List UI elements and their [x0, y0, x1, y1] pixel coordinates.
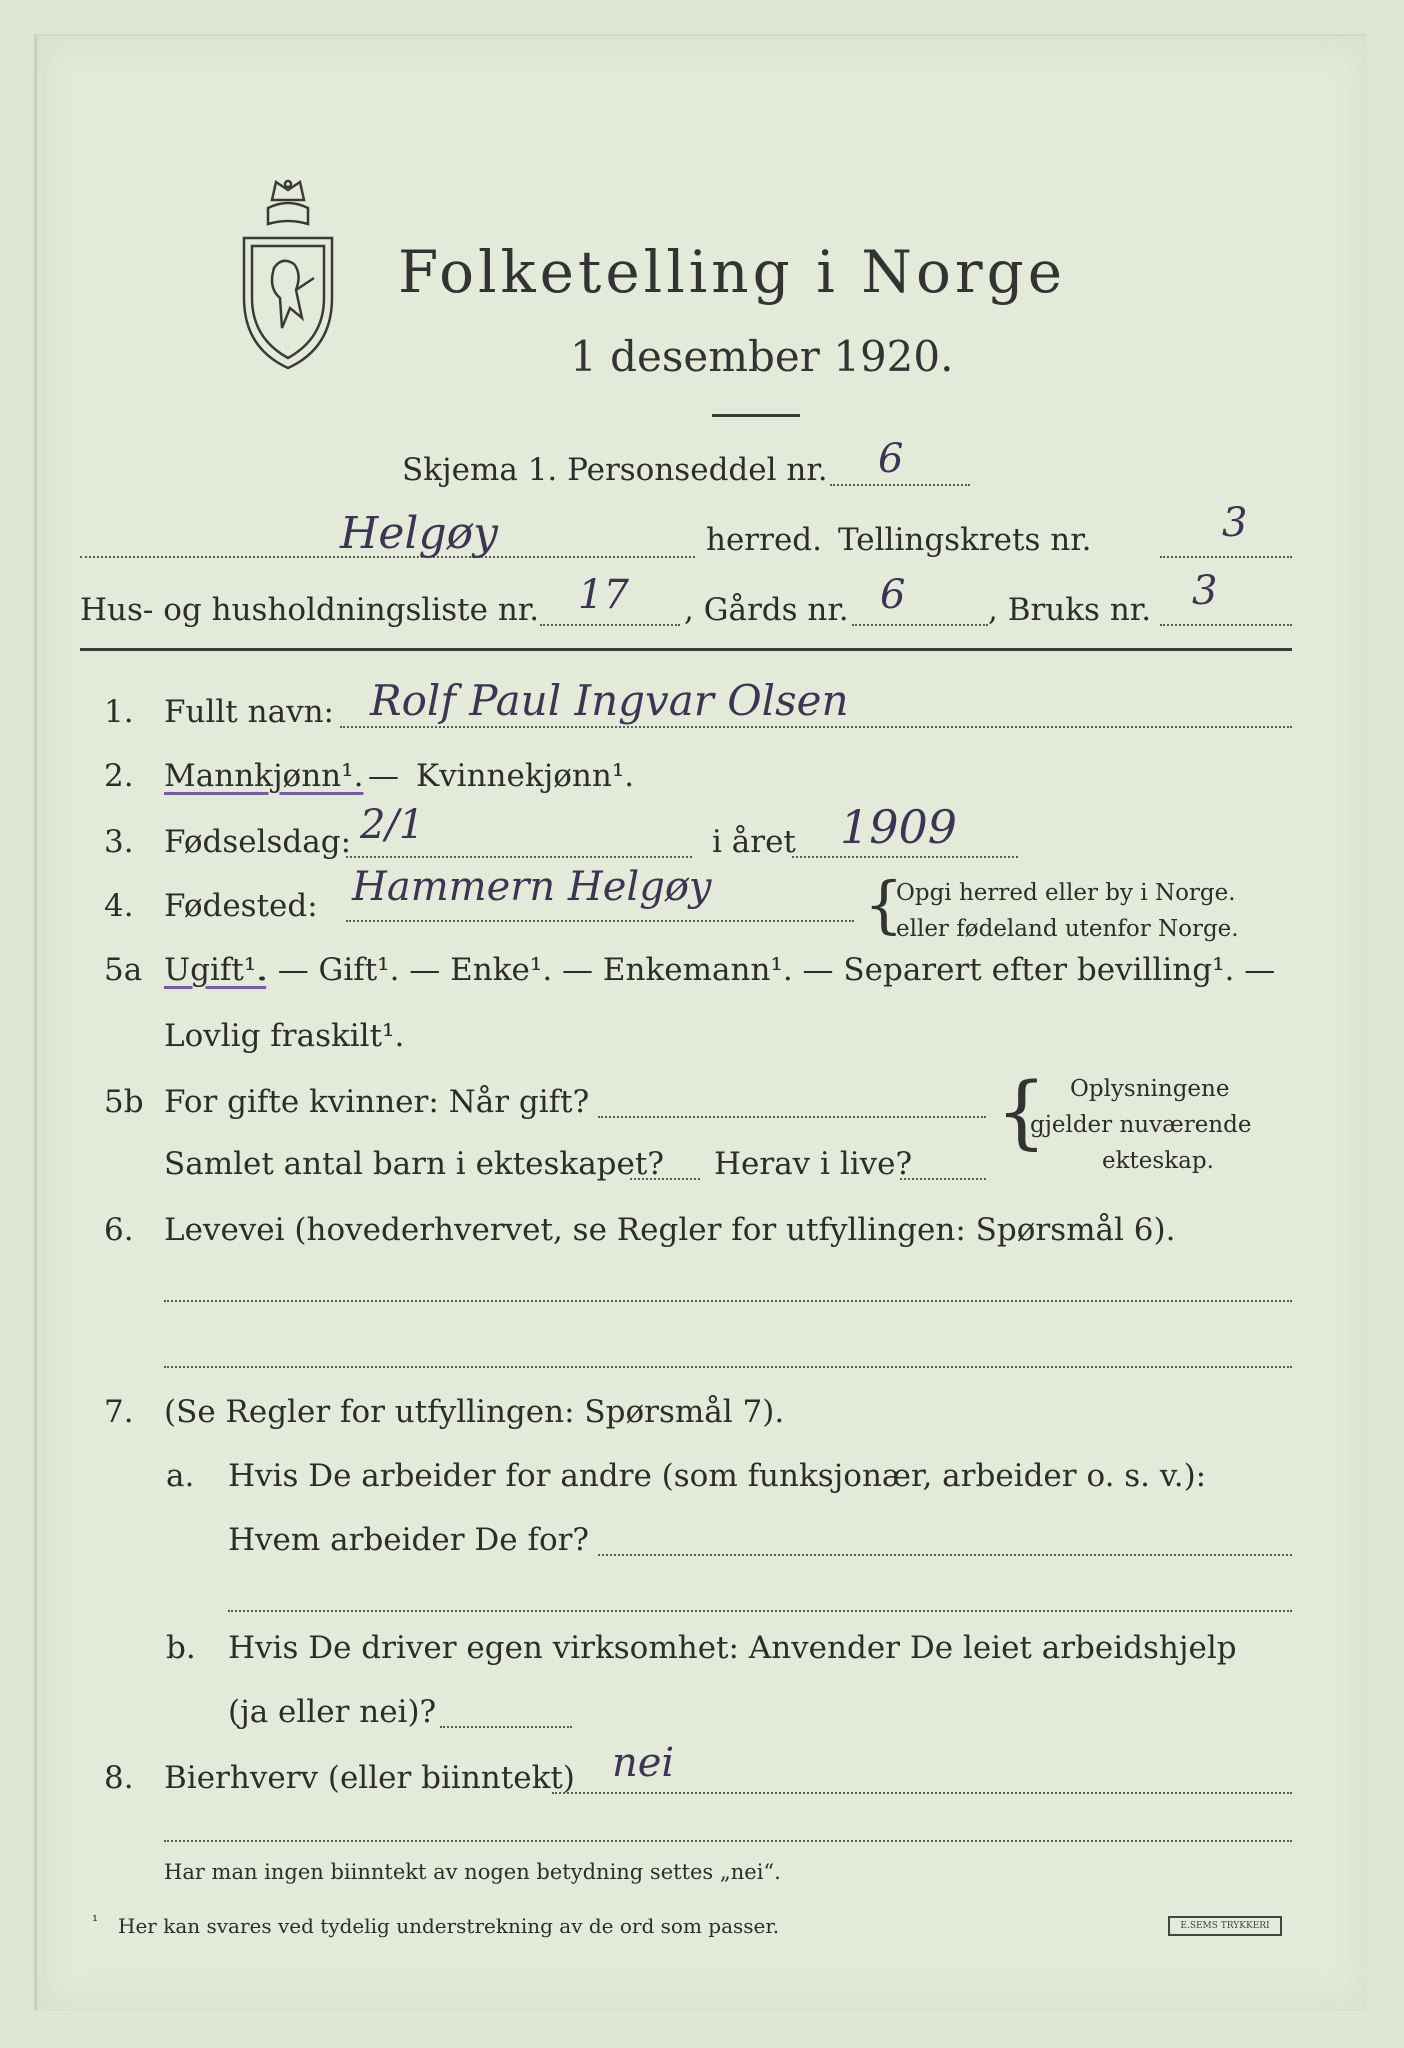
q5b-note-3: ekteskap. — [1102, 1148, 1214, 1174]
hus-value[interactable]: 17 — [578, 572, 629, 618]
coat-of-arms-icon — [232, 178, 344, 374]
q7-label: (Se Regler for utfyllingen: Spørsmål 7). — [164, 1394, 785, 1430]
q2-separator: — — [368, 758, 399, 794]
hired-help-line — [440, 1726, 572, 1728]
employer-line-2 — [228, 1610, 1292, 1612]
personseddel-line — [830, 484, 970, 486]
q5a-options: . — Gift¹. — Enke¹. — Enkemann¹. — Separert efter bevilling¹. — — [258, 952, 1276, 988]
q1-number: 1. — [104, 694, 134, 730]
bruks-label: , Bruks nr. — [988, 592, 1152, 628]
side-income-line — [552, 1792, 1292, 1794]
q6-line-1 — [164, 1300, 1292, 1302]
bruks-line — [1160, 624, 1292, 626]
q6-line-2 — [164, 1366, 1292, 1368]
year-label: i året — [712, 824, 796, 860]
brace-icon: { — [864, 868, 904, 941]
q4-label: Fødested: — [164, 888, 318, 924]
alive-line — [900, 1178, 986, 1180]
birthday-line — [346, 856, 692, 858]
ugift-option[interactable]: Ugift¹. — [164, 952, 267, 988]
skjema-label: Skjema 1. Personseddel nr. — [402, 452, 828, 488]
herred-value[interactable]: Helgøy — [340, 508, 498, 559]
q5b-note-2: gjelder nuværende — [1030, 1112, 1252, 1138]
q7b-text: Hvis De driver egen virksomhet: Anvender De leiet arbeidshjelp — [228, 1630, 1237, 1666]
hus-line — [540, 624, 680, 626]
birthplace-value[interactable]: Hammern Helgøy — [352, 864, 712, 910]
birthplace-line — [346, 920, 854, 922]
q7-number: 7. — [104, 1394, 134, 1430]
q4-number: 4. — [104, 888, 134, 924]
hus-label: Hus- og husholdningsliste nr. — [80, 592, 540, 628]
q3-number: 3. — [104, 824, 134, 860]
q8-label: Bierhverv (eller biinntekt) — [164, 1760, 575, 1796]
q4-note-1: Opgi herred eller by i Norge. — [896, 880, 1236, 906]
tellingskrets-line — [1160, 556, 1292, 558]
q5b-note-1: Oplysningene — [1070, 1076, 1230, 1102]
year-line — [792, 856, 1018, 858]
married-when-line — [598, 1116, 986, 1118]
q5b-line-1: For gifte kvinner: Når gift? — [164, 1084, 590, 1120]
birth-year-value[interactable]: 1909 — [840, 800, 958, 854]
bruks-value[interactable]: 3 — [1192, 568, 1218, 614]
q6-number: 6. — [104, 1212, 134, 1248]
q1-label: Fullt navn: — [164, 694, 334, 730]
footnote-mark: ¹ — [92, 1912, 99, 1930]
q5b-alive-label: Herav i live? — [714, 1146, 913, 1182]
q4-note-2: eller fødeland utenfor Norge. — [896, 916, 1239, 942]
title-divider — [712, 414, 800, 417]
q1-line — [340, 726, 1292, 728]
lovlig-fraskilt-option[interactable]: Lovlig fraskilt¹. — [164, 1018, 405, 1054]
herred-label: herred. — [706, 522, 822, 558]
gards-label: , Gårds nr. — [684, 592, 849, 628]
q3-label: Fødselsdag: — [164, 824, 352, 860]
q5b-number: 5b — [104, 1084, 144, 1120]
q2-number: 2. — [104, 758, 134, 794]
header-rule — [80, 648, 1292, 651]
q7a-text-2: Hvem arbeider De for? — [228, 1522, 590, 1558]
q6-label: Levevei (hovederhvervet, se Regler for utfyllingen: Spørsmål 6). — [164, 1212, 1176, 1248]
notes-line — [164, 1840, 1292, 1842]
female-option[interactable]: Kvinnekjønn¹. — [416, 758, 635, 794]
full-name-value[interactable]: Rolf Paul Ingvar Olsen — [370, 676, 849, 725]
q5a-number: 5a — [104, 952, 143, 988]
brace-icon-2: { — [996, 1065, 1047, 1158]
birthday-value[interactable]: 2/1 — [360, 802, 425, 848]
form-date: 1 desember 1920. — [570, 332, 954, 381]
printer-stamp: E.SEMS TRYKKERI — [1168, 1916, 1282, 1936]
children-line — [630, 1178, 700, 1180]
tellingskrets-label: Tellingskrets nr. — [838, 522, 1092, 558]
q7a-text: Hvis De arbeider for andre (som funksjonær, arbeider o. s. v.): — [228, 1458, 1207, 1494]
side-income-value[interactable]: nei — [612, 1740, 675, 1786]
footnote-text: Her kan svares ved tydelig understrekning av de ord som passer. — [118, 1914, 780, 1938]
tellingskrets-value[interactable]: 3 — [1222, 500, 1248, 546]
footer-note: Har man ingen biinntekt av nogen betydning settes „nei“. — [164, 1860, 781, 1884]
q7b-letter: b. — [166, 1630, 196, 1666]
personseddel-value[interactable]: 6 — [878, 436, 904, 482]
employer-line — [598, 1554, 1292, 1556]
male-option[interactable]: Mannkjønn¹. — [164, 758, 364, 794]
gards-line — [852, 624, 988, 626]
q8-number: 8. — [104, 1760, 134, 1796]
q5b-children-label: Samlet antal barn i ekteskapet? — [164, 1146, 664, 1182]
gards-value[interactable]: 6 — [880, 572, 906, 618]
q7a-letter: a. — [166, 1458, 195, 1494]
q7b-text-2: (ja eller nei)? — [228, 1694, 437, 1730]
form-title: Folketelling i Norge — [398, 238, 1067, 306]
